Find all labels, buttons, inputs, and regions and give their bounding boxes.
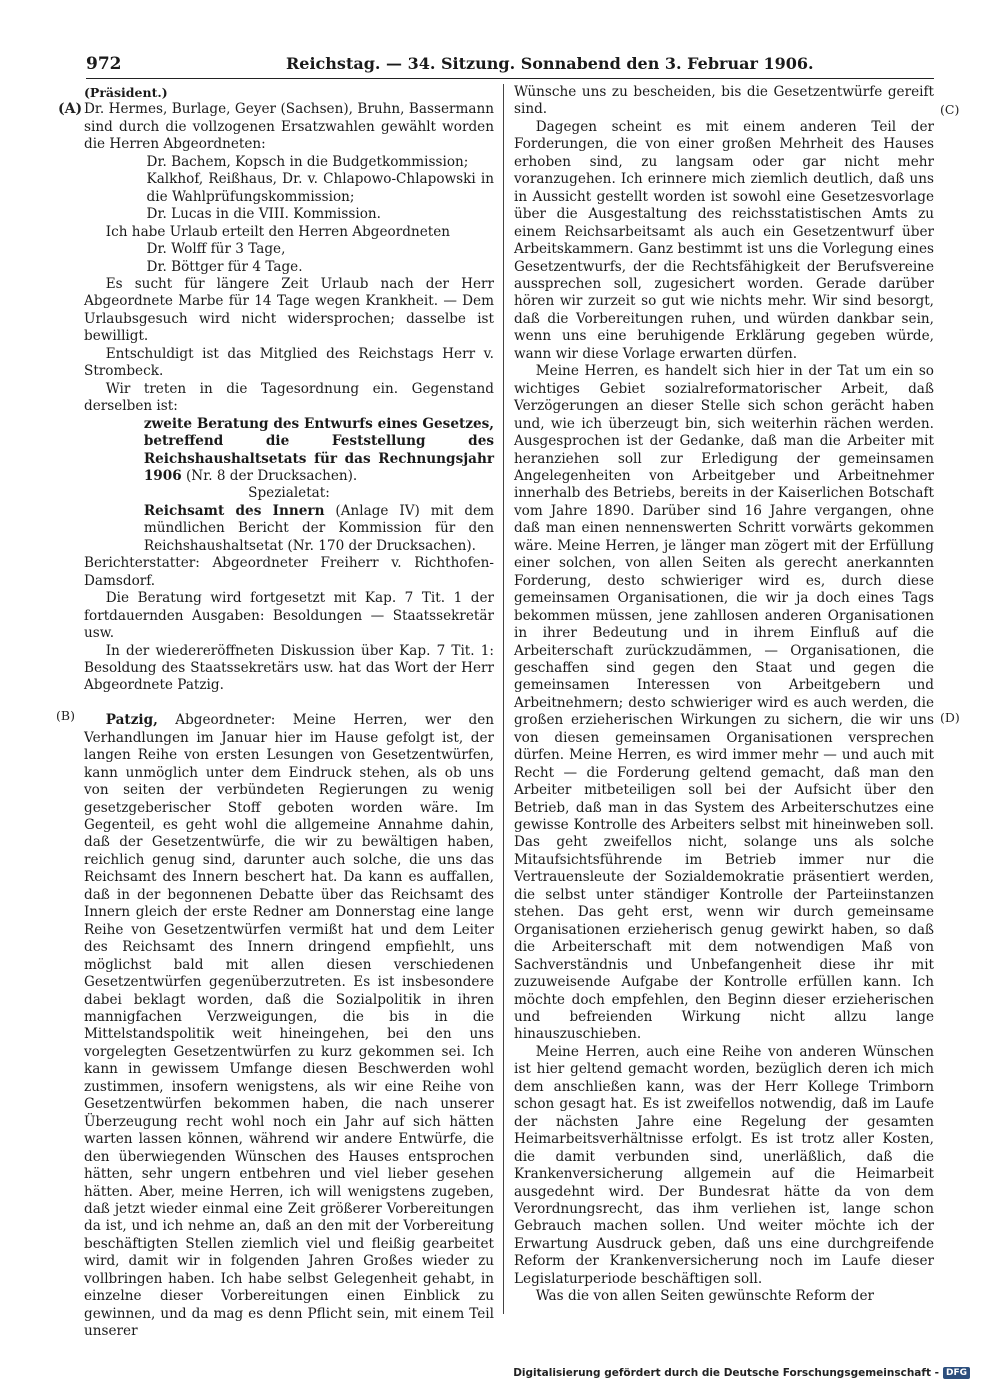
right-column (514, 84, 934, 1306)
agenda-ref: (Nr. 8 der Drucksachen). (181, 467, 358, 484)
page-header (86, 52, 934, 79)
running-title: Reichstag. — 34. Sitzung. Sonnabend den 3. Februar 1906. (286, 54, 814, 73)
margin-label-a: (A) (58, 101, 83, 117)
margin-label-c: (C) (940, 102, 960, 117)
name-line: Dr. Wolff für 3 Tage, (146, 241, 286, 258)
paragraph: Wir treten in die Tagesordnung ein. Gegenstand derselben ist: (84, 380, 494, 415)
etat-ref: (Anlage IV) mit dem mündlichen Bericht der Kommission für den Reichshaushaltsetat (Nr. 170 der Drucksachen). (143, 502, 494, 554)
agenda-title: zweite Beratung des Entwurfs eines Gesetzes, betreffend die Feststellung des Reichshaushaltsetats für das Rechnungsjahr 1906 (143, 415, 494, 484)
paragraph: Wünsche uns zu bescheiden, bis die Gesetzentwürfe gereift sind. (514, 84, 934, 118)
paragraph: Dr. Hermes, Burlage, Geyer (Sachsen), Bruhn, Bassermann sind durch die vollzogenen Ersatzwahlen gewählt worden die Herren Abgeordneten: (84, 101, 494, 153)
margin-label-b: (B) (56, 708, 75, 723)
margin-label-d: (D) (940, 710, 960, 725)
paragraph: Meine Herren, es handelt sich hier in der Tat um ein so wichtiges Gebiet sozialreformatorischer Arbeit, daß Verzögerungen an dieser Stelle sich schon gerächt haben und, wie ich überzeugt bin, sich weiterhin rächen werden. Ausgesprochen ist der Gedanke, daß man die Arbeiter mit heranziehen soll zur Erledigung der gemeinsamen Angelegenheiten von Arbeitgeber und Arbeitnehmer innerhalb des Betriebs, bereits in der Kaiserlichen Botschaft vom Jahre 1890. Darüber sind 16 Jahre vergangen, ohne daß man einen nennenswerten Schritt vorwärts gekommen wäre. Meine Herren, je länger man zögert mit der Erfüllung einer solchen, von allen Seiten als gerecht anerkannten Forderung, desto schwieriger wird es, durch diese gemeinsamen Organisationen, die wir ja doch eines Tags bekommen müssen, jene zahllosen anderen Organisationen in ihrer Bedeutung und in ihrem Einfluß auf die Arbeiterschaft zurückzudämmen, — Organisationen, die geschaffen sind gegen den Staat und gegen die gemeinsamen Interessen von Arbeitgebern und Arbeitnehmern; desto schwieriger wird es auch werden, die großen erzieherischen Wirkungen zu sichern, die wir uns von diesen gemeinsamen Organisationen versprechen dürfen. Meine Herren, es wird immer mehr — und auch mit Recht — die Forderung geltend gemacht, daß man den Arbeiter mitbeteiligen soll bei der Aufsicht über den Betrieb, daß man in das System des Arbeiterschutzes eine gewisse Kontrolle des Arbeiters selbst mit hineinweben soll. Das geht zweifellos nicht, solange uns als solche Mitaufsichtsführende im Betrieb immer nur die Vertrauensleute der Sozialdemokratie präsentiert werden, die selbst unter ständiger Kontrolle der Parteiinstanzen stehen. Das geht erst, wenn wir durch gemeinsame Organisationen erzieherisch genug gewirkt haben, so daß die Arbeiterschaft mit dem notwendigen Maß von Sachverständnis und Unbefangenheit diese ihr mit zuzuweisende Aufgabe der Kontrolle erfüllen kann. Ich möchte doch empfehlen, den Beginn dieser erzieherischen und befreienden Wirkung nicht allzu lange hinauszuschieben. (514, 363, 934, 1043)
name-line: Kalkhof, Reißhaus, Dr. v. Chlapowo-Chlapowski in die Wahlprüfungskommission; (146, 171, 494, 205)
speech-paragraph (84, 712, 494, 1340)
speech-text: Abgeordneter: Meine Herren, wer den Verhandlungen im Januar hier im Hause gefolgt ist, der langen Reihe von ersten Lesungen von Gesetzentwürfen, kann unmöglich unter dem Eindruck stehen, als ob uns von seiten der verbündeten Regierungen zu wenig gesetzgeberischer Stoff geboten worden wäre. Im Gegenteil, es geht wohl die allgemeine Annahme dahin, daß der Gesetzentwürfe, die wir zu bewältigen haben, reichlich genug sind, darunter auch solche, die uns das Reichsamt des Innern beschert hat. Da kann es auffallen, daß in der begonnenen Debatte über das Reichsamt des Innern gleich der erste Redner am Donnerstag eine lange Reihe von Gesetzentwürfen vermißt hat und dem Leiter des Reichsamt des Innern dringend empfiehlt, uns möglichst bald mit allen diesen verschiedenen Gesetzentwürfen gegenüberzutreten. Es ist insbesondere dabei beklagt worden, daß die Sozialpolitik in ihren mannigfachen Verzweigungen, die bis in die Mittelstandspolitik weit hineingehen, bei den uns vorgelegten Gesetzentwürfen zu kurz gekommen sei. Ich kann in gewissem Umfange diesen Beschwerden wohl zustimmen, insofern wenigstens, als wir eine Reihe von Gesetzentwürfen bekommen haben, die nach unserer Überzeugung recht wohl noch ein Jahr auf sich hätten warten lassen können, während wir andere Entwürfe, die den überwiegenden Wünschen des Hauses entsprochen hätten, sehr ungern entbehren und viel lieber gesehen hätten. Aber, meine Herren, ich will wenigstens zugeben, daß jetzt wieder einmal eine Zeit größerer Vorbereitungen da ist, und ich nehme an, daß an den mit der Vorbereitung beschäftigten Stellen ziemlich viel und fleißig gearbeitet wird, damit wir in folgenden Jahren Großes wieder zu vollbringen haben. Ich habe selbst Gelegenheit gehabt, in einzelne dieser Vorbereitungen einen Einblick zu gewinnen, und da mag es denn Pflicht sein, mit einem Teil unserer (84, 712, 494, 1340)
spezialetat-label: Spezialetat: (248, 485, 330, 502)
etat-title: Reichsamt des Innern (143, 502, 325, 519)
paragraph: Es sucht für längere Zeit Urlaub nach der Herr Abgeordnete Marbe für 14 Tage wegen Krankheit. — Dem Urlaubsgesuch wird nicht widersprochen; dasselbe ist bewilligt. (84, 275, 494, 345)
section-label: (Präsident.) (84, 85, 168, 100)
page-number: 972 (86, 54, 122, 74)
paragraph: Was die von allen Seiten gewünschte Reform der (535, 1288, 875, 1305)
column-divider (503, 84, 504, 1314)
name-line: Dr. Böttger für 4 Tage. (146, 258, 303, 275)
paragraph: Die Beratung wird fortgesetzt mit Kap. 7 Tit. 1 der fortdauernden Ausgaben: Besoldungen — Staatssekretär usw. (84, 590, 494, 642)
etat-item (84, 503, 494, 555)
footer-text: Digitalisierung gefördert durch die Deutsche Forschungsgemeinschaft - (513, 1367, 939, 1379)
paragraph: In der wiedereröffneten Diskussion über Kap. 7 Tit. 1: Besoldung des Staatssekretärs usw. hat das Wort der Herr Abgeordnete Patzig. (84, 642, 494, 694)
paragraph: Ich habe Urlaub erteilt den Herren Abgeordneten (105, 223, 451, 240)
paragraph: Dagegen scheint es mit einem anderen Teil der Forderungen, die von einer großen Mehrheit des Hauses erhoben sind, zu langsam oder gar nicht mehr voranzugehen. Ich erinnere mich ziemlich deutlich, daß uns in Aussicht gestellt worden ist sowohl eine Gesetzesvorlage über die Ausgestaltung des reichsstatistischen Amts zu einem Reichsarbeitsamt als auch ein Gesetzentwurf über Arbeitskammern. Ganz bestimmt ist uns die Vorlegung eines Gesetzentwurfs, der die Rechtsfähigkeit der Berufsvereine aussprechen soll, zugesichert worden. Gerade darüber hören wir zurzeit so gut wie nichts mehr. Wir sind besorgt, daß die Vorbereitungen ruhen, und würden dankbar sein, wenn uns eine beruhigende Erklärung gegeben würde, wann wir diese Vorlage erwarten dürfen. (514, 118, 934, 362)
agenda-item (84, 416, 494, 486)
left-column (84, 84, 494, 1341)
paragraph: Meine Herren, auch eine Reihe von anderen Wünschen ist hier geltend gemacht worden, bezüglich deren ich mich dem anschließen kann, was der Herr Kollege Trimborn schon gesagt hat. Es ist zweifellos notwendig, daß im Laufe der nächsten Jahre eine Regelung der gesamten Heimarbeitsverhältnisse erfolgt. Es ist trotz aller Kosten, die damit verbunden sind, unerläßlich, daß die Krankenversicherung allgemein auf die Heimarbeit ausgedehnt wird. Der Bundesrat hätte da von dem Verordnungsrecht, das ihm verliehen ist, lange schon Gebrauch machen sollen. Und weiter möchte ich der Erwartung Ausdruck geben, daß uns eine durchgreifende Reform der Krankenversicherung noch im Laufe dieser Legislaturperiode beschäftigen soll. (514, 1043, 934, 1287)
footer-credit (513, 1367, 970, 1379)
speaker-name: Patzig, (105, 712, 158, 729)
spacer (84, 695, 494, 712)
paragraph: Entschuldigt ist das Mitglied des Reichstags Herr v. Strombeck. (84, 345, 494, 380)
dfg-logo-icon: DFG (943, 1367, 970, 1379)
name-line: Dr. Lucas in die VIII. Kommission. (146, 206, 381, 223)
paragraph: Berichterstatter: Abgeordneter Freiherr v. Richthofen-Damsdorf. (84, 555, 494, 589)
name-line: Dr. Bachem, Kopsch in die Budgetkommission; (146, 153, 469, 170)
